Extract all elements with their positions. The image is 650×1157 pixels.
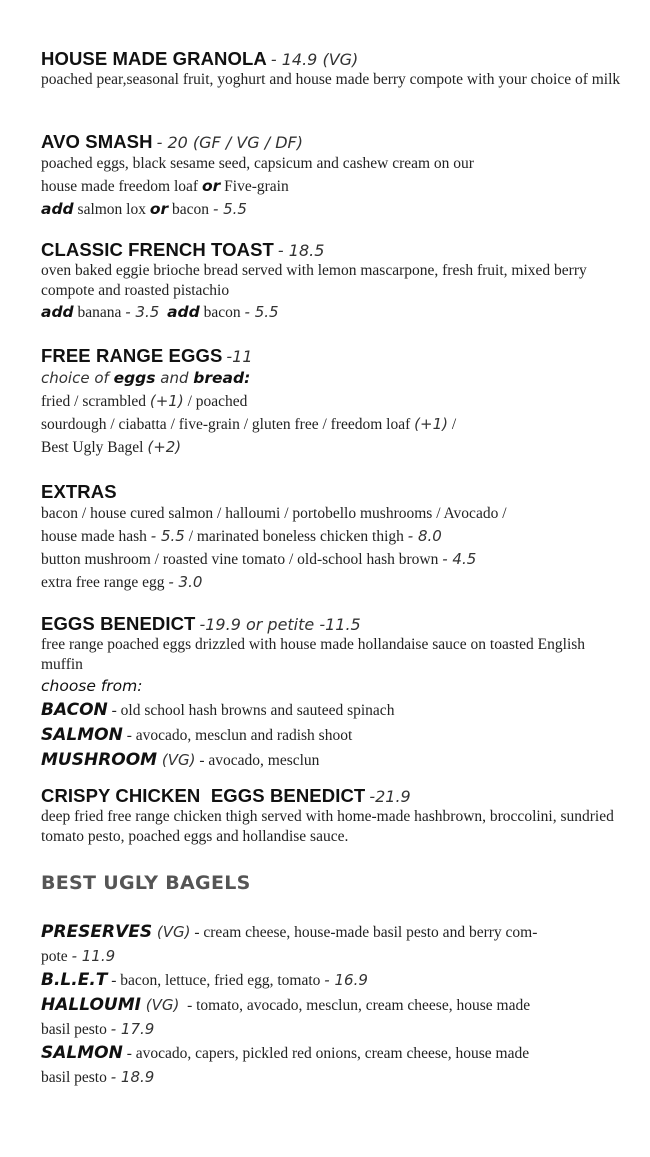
item-addon-line [41, 301, 621, 324]
bagel-item [41, 920, 621, 945]
item-addon-line [41, 198, 621, 221]
option-surcharge: (+1) [414, 415, 448, 433]
item-title: AVO SMASH [41, 131, 153, 152]
option-name: BACON [41, 700, 108, 720]
benedict-option [41, 698, 621, 723]
option-name: MUSHROOM [41, 750, 158, 770]
or-text: or [149, 200, 169, 218]
option-text: fried / scrambled [41, 393, 150, 410]
bagel-name: B.L.E.T [41, 970, 108, 990]
option-text: - avocado, mesclun and radish shoot [122, 727, 353, 744]
item-title: CLASSIC FRENCH TOAST [41, 239, 274, 260]
bagel-text: pote [41, 948, 72, 965]
extras-line [41, 548, 621, 571]
bagel-text: - bacon, lettuce, fried egg, tomato [107, 972, 325, 989]
item-title: CRISPY CHICKEN EGGS BENEDICT [41, 785, 366, 806]
item-description: oven baked eggie brioche bread served with lemon mascarpone, fresh fruit, mixed berry compote and roasted pistachio [41, 262, 587, 299]
bagel-text: basil pesto [41, 1021, 111, 1038]
option-text: Best Ugly Bagel [41, 439, 148, 456]
benedict-option [41, 723, 621, 748]
item-price: -11 [226, 347, 253, 366]
bagel-price: - 11.9 [71, 947, 116, 965]
add-text: add [41, 303, 74, 321]
menu-item-eggs-benedict [41, 613, 621, 773]
addon-text: salmon lox [73, 201, 150, 218]
option-name: SALMON [41, 725, 123, 745]
addon-price: - 5.5 [244, 303, 279, 321]
item-price: - 14.9 (VG) [270, 50, 359, 69]
option-text: - avocado, mesclun [195, 752, 320, 769]
item-option-line [41, 436, 621, 459]
bagel-price: - 16.9 [324, 971, 368, 989]
option-text: / poached [183, 393, 248, 410]
item-description-line [41, 175, 621, 198]
extras-price: - 5.5 [150, 527, 185, 545]
bagel-text: - cream cheese, house-made basil pesto and berry com- [190, 924, 538, 941]
item-price: -19.9 or petite -11.5 [199, 615, 361, 634]
bagel-name: PRESERVES [41, 922, 153, 942]
extras-text: house made hash [41, 528, 151, 545]
item-price: - 20 (GF / VG / DF) [156, 133, 303, 152]
item-description: free range poached eggs drizzled with house made hollandaise sauce on toasted English muffin [41, 636, 586, 673]
section-title: BEST UGLY BAGELS [41, 872, 251, 894]
choice-text: choice of [41, 369, 114, 387]
bagel-tag: (VG) [152, 923, 191, 941]
choice-text: eggs [113, 369, 156, 387]
item-title: EGGS BENEDICT [41, 613, 196, 634]
add-text: add [41, 200, 74, 218]
item-choice-line [41, 367, 621, 390]
menu-item-extras [41, 481, 621, 594]
extras-line [41, 525, 621, 548]
bagel-list [41, 920, 621, 1089]
bagel-text: - tomato, avocado, mesclun, cream cheese, house made [179, 997, 531, 1014]
bagel-name: SALMON [41, 1043, 123, 1063]
item-description-line: poached eggs, black sesame seed, capsicum and cashew cream on our [41, 155, 474, 172]
item-title: FREE RANGE EGGS [41, 345, 223, 366]
extras-price: - 3.0 [168, 573, 203, 591]
menu-item-free-range-eggs [41, 345, 621, 459]
bagel-item-cont [41, 945, 621, 968]
extras-price: - 4.5 [442, 550, 477, 568]
extras-text: button mushroom / roasted vine tomato / old-school hash brown [41, 551, 443, 568]
item-option-line [41, 413, 621, 436]
item-price: - 18.5 [277, 241, 325, 260]
bagel-item-cont [41, 1066, 621, 1089]
extras-price: - 8.0 [407, 527, 442, 545]
item-description: deep fried free range chicken thigh served with home-made hashbrown, broccolini, sundried tomato pesto, poached eggs and hollandise sauce. [41, 808, 614, 845]
option-surcharge: (+1) [149, 392, 184, 410]
bagel-price: - 17.9 [110, 1020, 155, 1038]
addon-price: - 5.5 [212, 200, 247, 218]
option-text: - old school hash browns and sauteed spinach [107, 702, 395, 719]
bagel-tag: (VG) [140, 996, 180, 1014]
benedict-option [41, 748, 621, 773]
option-text: sourdough / ciabatta / five-grain / gluten free / freedom loaf [41, 416, 415, 433]
bagel-text: basil pesto [41, 1069, 111, 1086]
or-text: or [201, 177, 221, 195]
item-description: poached pear,seasonal fruit, yoghurt and house made berry compote with your choice of milk [41, 71, 621, 88]
extras-line [41, 571, 621, 594]
addon-price: - 3.5 [125, 303, 160, 321]
item-title: EXTRAS [41, 481, 117, 502]
choice-text: and [155, 369, 194, 387]
choose-from-label [41, 675, 621, 698]
desc-text: Five-grain [220, 178, 289, 195]
addon-text: banana [73, 304, 126, 321]
option-text: / [447, 416, 457, 433]
addon-text: bacon [199, 304, 245, 321]
bagel-item [41, 968, 621, 993]
menu-item-granola [41, 48, 621, 90]
extras-text: extra free range egg [41, 574, 169, 591]
section-best-ugly-bagels [41, 872, 621, 894]
option-surcharge: (+2) [147, 438, 182, 456]
menu-item-crispy-chicken-benedict [41, 785, 621, 847]
bagel-name: HALLOUMI [41, 995, 141, 1015]
menu-item-avo-smash [41, 131, 621, 221]
choose-text: choose from: [41, 677, 143, 695]
bagel-item-cont [41, 1018, 621, 1041]
bagel-text: - avocado, capers, pickled red onions, cream cheese, house made [122, 1045, 530, 1062]
extras-line: bacon / house cured salmon / halloumi / portobello mushrooms / Avocado / [41, 505, 507, 522]
choice-text: bread: [193, 369, 251, 387]
item-price: -21.9 [369, 787, 411, 806]
bagel-price: - 18.9 [110, 1068, 155, 1086]
bagel-item [41, 1041, 621, 1066]
add-text: add [167, 303, 200, 321]
item-title: HOUSE MADE GRANOLA [41, 48, 267, 69]
option-tag: (VG) [157, 751, 196, 769]
bagel-item [41, 993, 621, 1018]
desc-text: house made freedom loaf [41, 178, 202, 195]
item-option-line [41, 390, 621, 413]
menu-item-french-toast [41, 239, 621, 324]
extras-text: / marinated boneless chicken thigh [184, 528, 408, 545]
addon-text: bacon [168, 201, 213, 218]
